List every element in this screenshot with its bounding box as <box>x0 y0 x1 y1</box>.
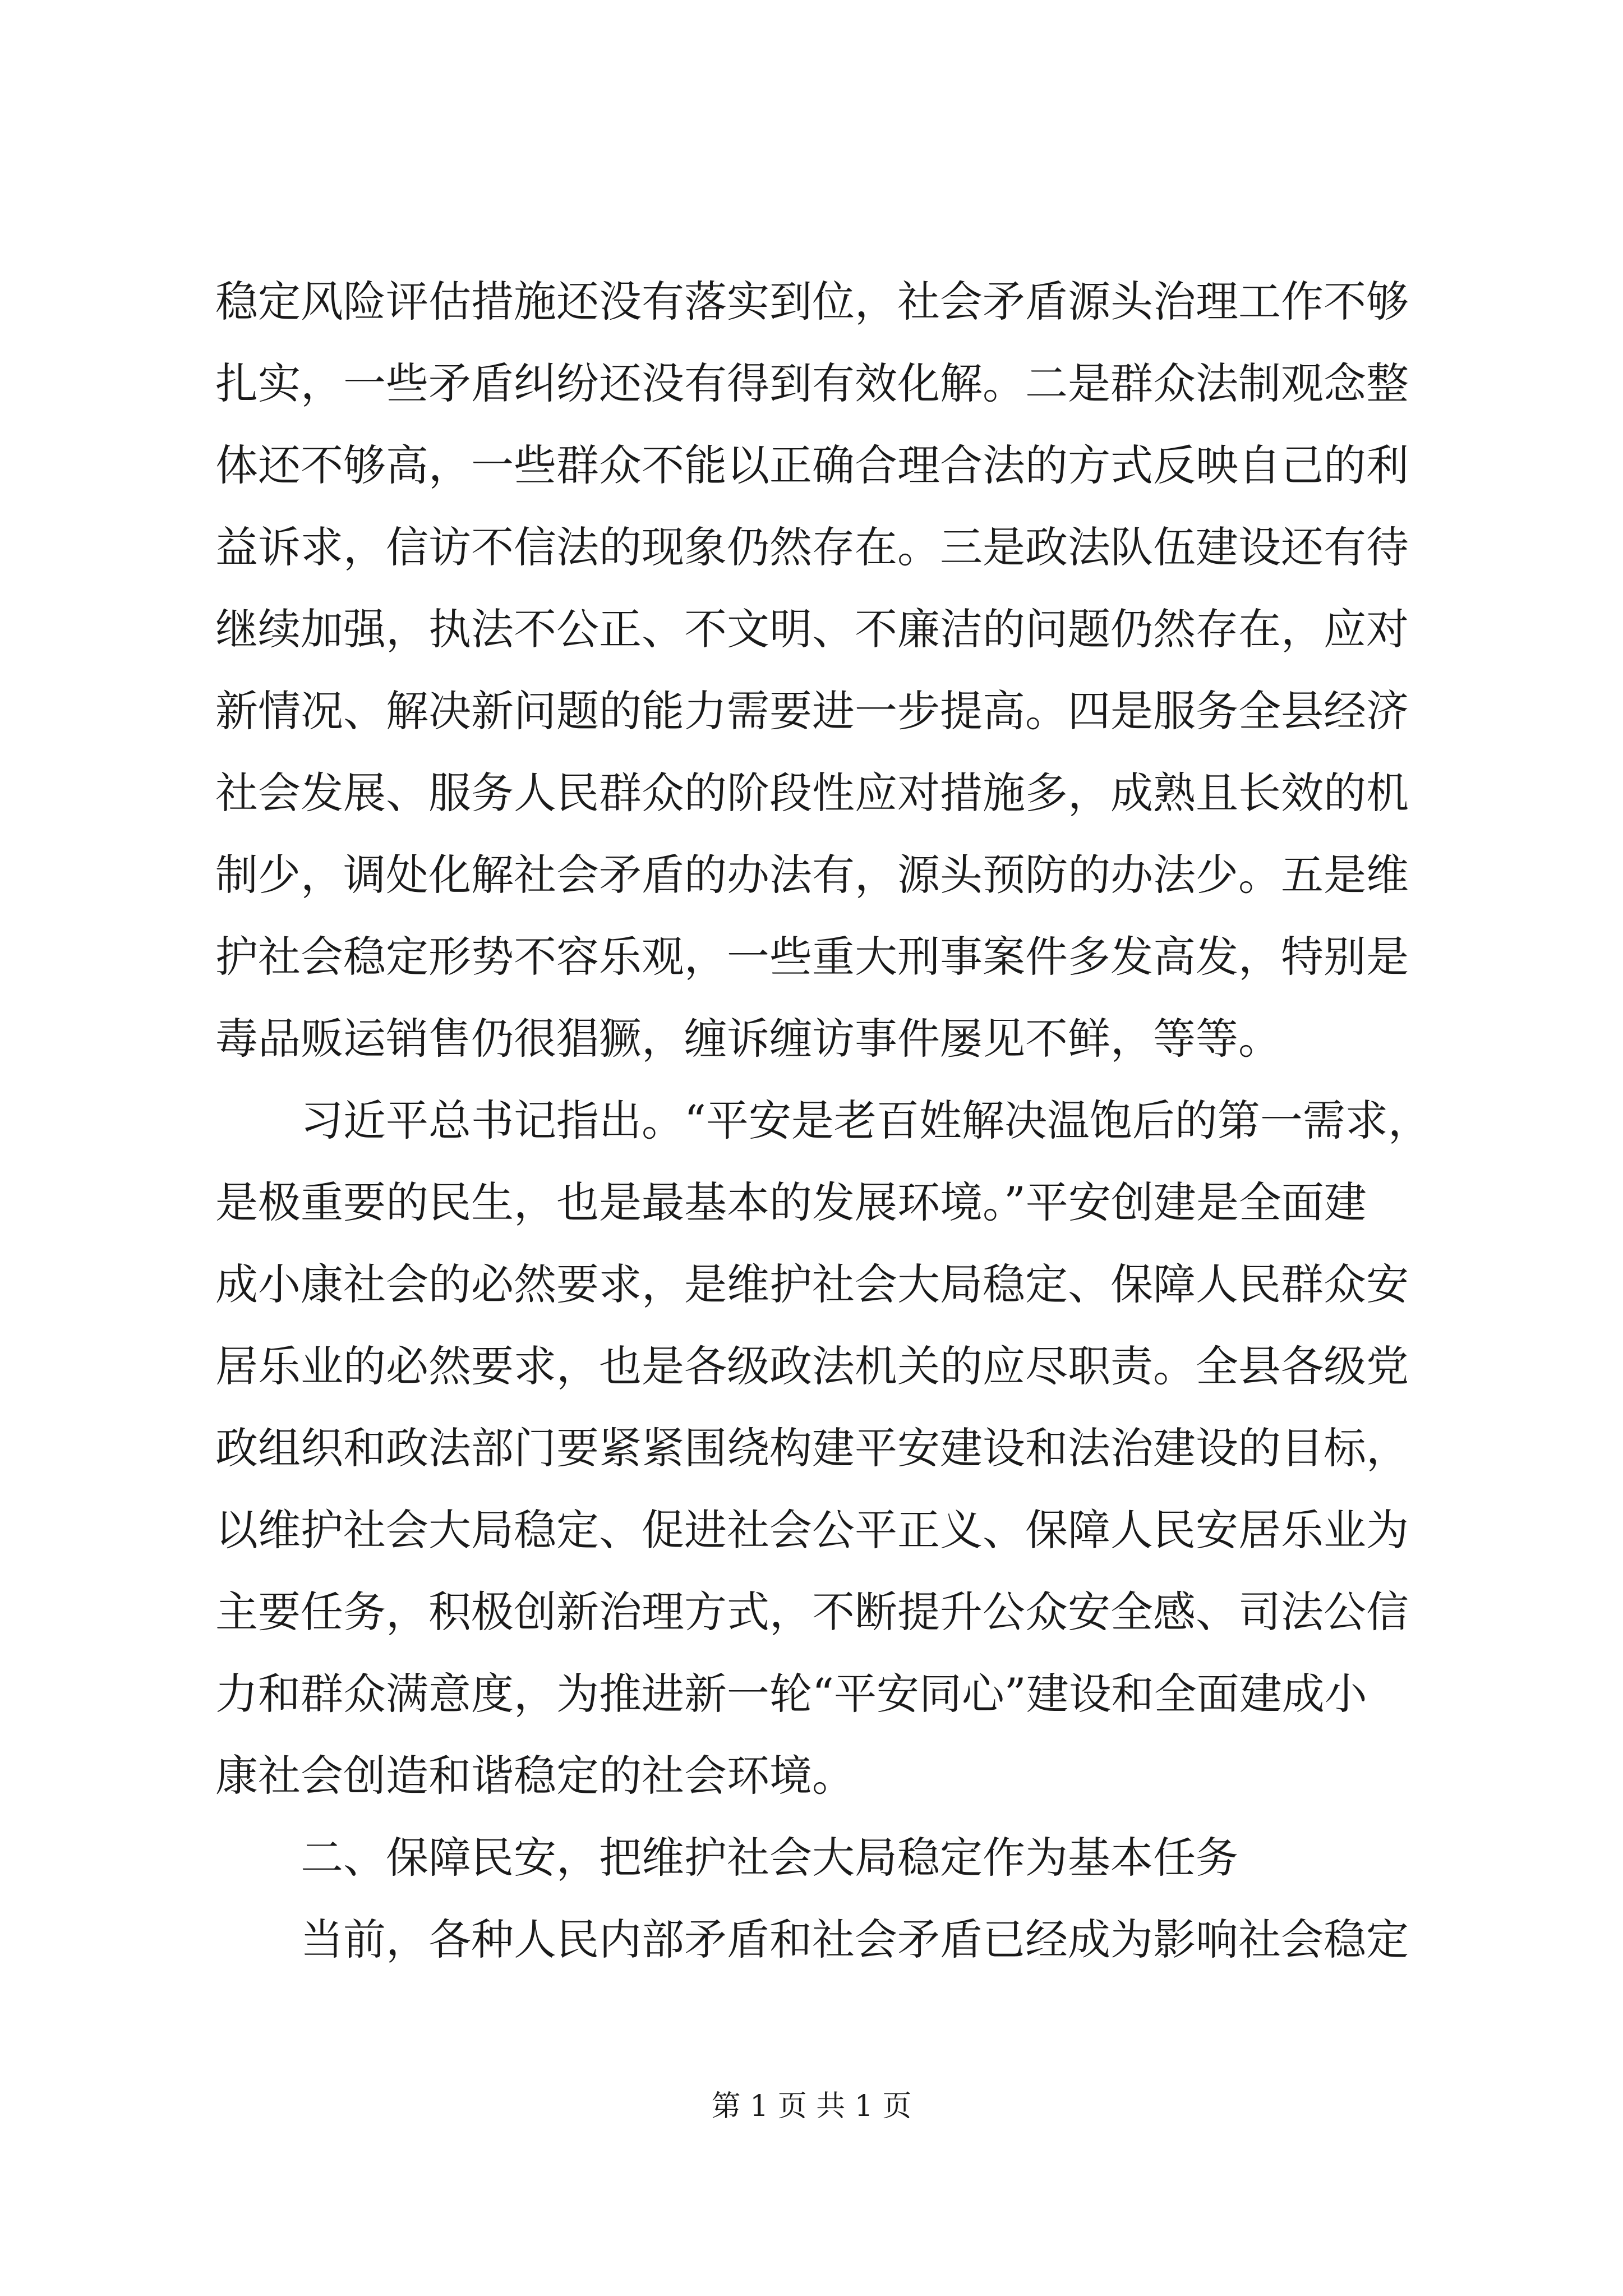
text-line: 政组织和政法部门要紧紧围绕构建平安建设和法治建设的目标， <box>215 1423 1409 1473</box>
paragraph-start-line: 习近平总书记指出。“平安是老百姓解决温饱后的第一需求， <box>301 1096 1431 1145</box>
text-line: 是极重要的民生，也是最基本的发展环境。”平安创建是全面建 <box>215 1177 1367 1227</box>
text-line: 毒品贩运销售仍很猖獗，缠诉缠访事件屡见不鲜，等等。 <box>215 1014 1281 1064</box>
text-line: 护社会稳定形势不容乐观，一些重大刑事案件多发高发，特别是 <box>215 932 1409 982</box>
section-heading: 二、保障民安，把维护社会大局稳定作为基本任务 <box>301 1833 1238 1883</box>
text-line: 康社会创造和谐稳定的社会环境。 <box>215 1751 855 1801</box>
text-line: 主要任务，积极创新治理方式，不断提升公众安全感、司法公信 <box>215 1587 1409 1637</box>
text-line: 体还不够高，一些群众不能以正确合理合法的方式反映自己的利 <box>215 440 1409 490</box>
text-line: 益诉求，信访不信法的现象仍然存在。三是政法队伍建设还有待 <box>215 522 1409 572</box>
text-line: 以维护社会大局稳定、促进社会公平正义、保障人民安居乐业为 <box>215 1505 1409 1555</box>
text-line: 力和群众满意度，为推进新一轮“平安同心”建设和全面建成小 <box>215 1669 1367 1719</box>
text-line: 稳定风险评估措施还没有落实到位，社会矛盾源头治理工作不够 <box>215 277 1409 326</box>
text-line: 成小康社会的必然要求，是维护社会大局稳定、保障人民群众安 <box>215 1259 1409 1309</box>
text-line: 新情况、解决新问题的能力需要进一步提高。四是服务全县经济 <box>215 686 1409 736</box>
text-line: 扎实，一些矛盾纠纷还没有得到有效化解。二是群众法制观念整 <box>215 358 1409 408</box>
text-line: 居乐业的必然要求，也是各级政法机关的应尽职责。全县各级党 <box>215 1341 1409 1391</box>
body-text <box>215 261 1431 1981</box>
text-line: 继续加强，执法不公正、不文明、不廉洁的问题仍然存在，应对 <box>215 604 1409 654</box>
page-number-footer: 第 1 页 共 1 页 <box>711 2090 912 2123</box>
text-line: 制少，调处化解社会矛盾的办法有，源头预防的办法少。五是维 <box>215 850 1409 900</box>
text-line: 社会发展、服务人民群众的阶段性应对措施多，成熟且长效的机 <box>215 768 1409 818</box>
paragraph-start-line: 当前，各种人民内部矛盾和社会矛盾已经成为影响社会稳定 <box>301 1915 1409 1964</box>
